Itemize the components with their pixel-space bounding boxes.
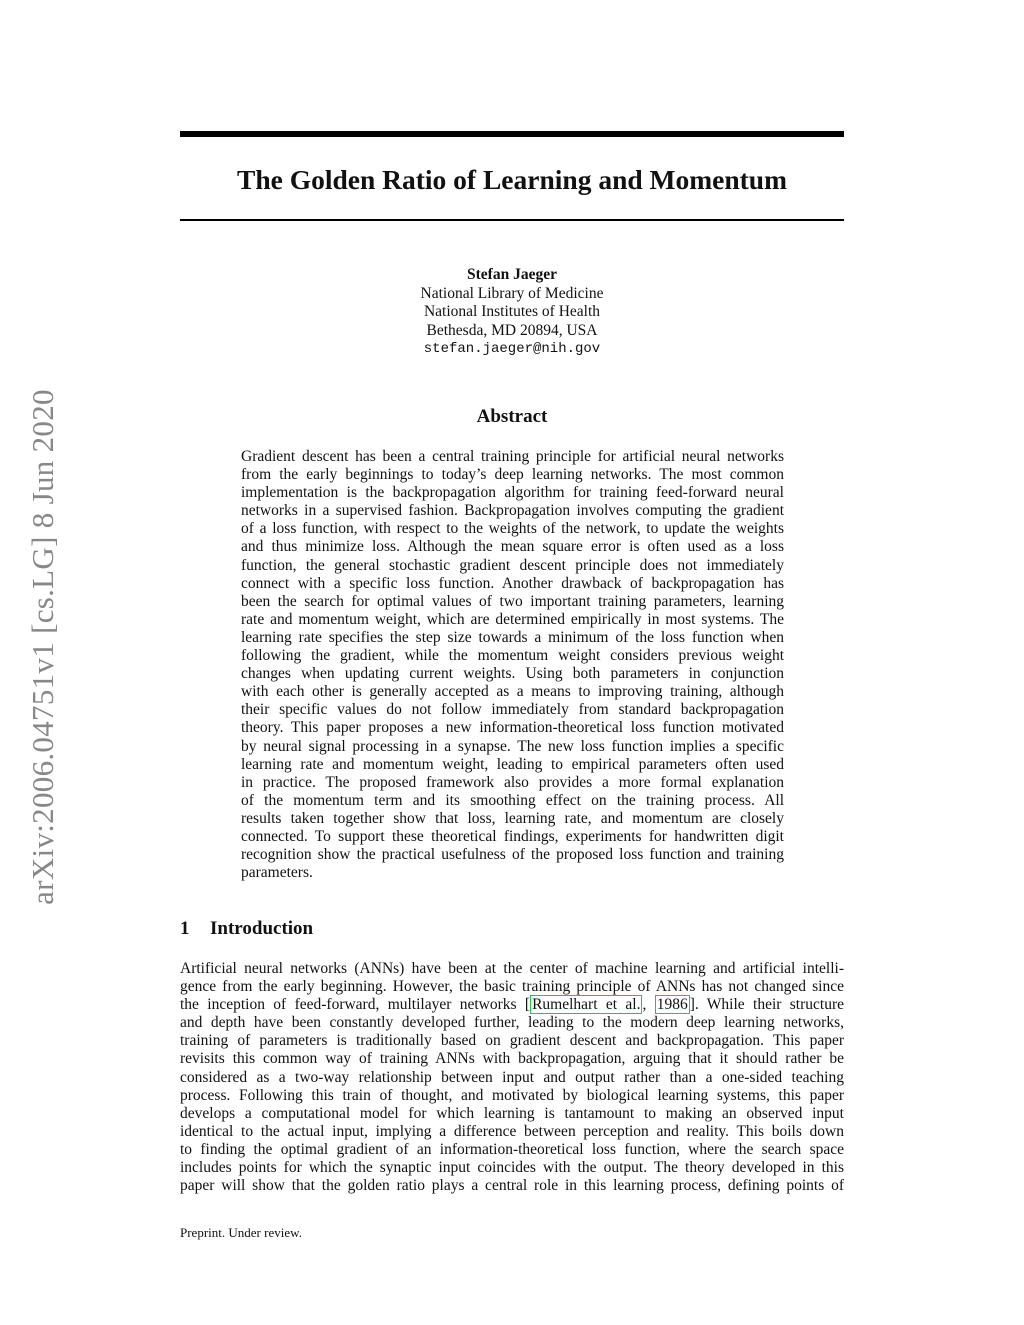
citation-link-author[interactable]: Rumelhart et al. <box>532 996 641 1014</box>
abstract-line: in practice. The proposed framework also provides a more formal explanation <box>241 773 784 791</box>
introduction-line: gence from the early beginning. However, the basic training principle of ANNs has not changed since <box>180 978 844 996</box>
introduction-line-with-citation <box>180 996 844 1014</box>
introduction-line: training of parameters is traditionally based on gradient descent and backpropagation. This paper <box>180 1032 844 1050</box>
footer-note: Preprint. Under review. <box>180 1225 302 1240</box>
abstract-line: rate and momentum weight, which are determined empirically in most systems. The <box>241 610 784 628</box>
abstract-line: recognition show the practical usefulness of the proposed loss function and training <box>241 846 784 864</box>
introduction-line: considered as a two-way relationship between input and output rather than a one-sided teaching <box>180 1068 844 1086</box>
abstract-line: by neural signal processing in a synapse. The new loss function implies a specific <box>241 737 784 755</box>
abstract-line: following the gradient, while the momentum weight considers previous weight <box>241 647 784 665</box>
abstract-line: function, the general stochastic gradient descent principle does not immediately <box>241 556 784 574</box>
citation-line-suffix: ]. While their structure <box>689 996 844 1014</box>
introduction-line: Artificial neural networks (ANNs) have been at the center of machine learning and artificial intelli- <box>180 960 844 977</box>
citation-line-prefix: the inception of feed-forward, multilayer networks [ <box>180 996 531 1014</box>
abstract-line: changes when updating current weights. Using both parameters in conjunction <box>241 665 784 683</box>
abstract-line: theory. This paper proposes a new information-theoretical loss function motivated <box>241 719 784 737</box>
abstract-line: learning rate specifies the step size towards a minimum of the loss function when <box>241 628 784 646</box>
abstract-line: been the search for optimal values of two important training parameters, learning <box>241 592 784 610</box>
introduction-body <box>180 960 844 1195</box>
citation-separator: , <box>642 996 655 1014</box>
introduction-line: revisits this common way of training ANNs with backpropagation, arguing that it should rather be <box>180 1050 844 1068</box>
abstract-line: connected. To support these theoretical findings, experiments for handwritten digit <box>241 827 784 845</box>
abstract-line: with each other is generally accepted as a means to improving training, although <box>241 683 784 701</box>
introduction-line: paper will show that the golden ratio plays a central role in this learning process, defining points of <box>180 1177 844 1195</box>
introduction-line: includes points for which the synaptic input coincides with the output. The theory developed in this <box>180 1159 844 1177</box>
author-email: stefan.jaeger@nih.gov <box>423 341 601 357</box>
abstract-line: and thus minimize loss. Although the mean square error is often used as a loss <box>241 538 784 556</box>
abstract-line: implementation is the backpropagation algorithm for training feed-forward neural <box>241 484 784 502</box>
title-bottom-rule <box>180 219 844 221</box>
paper-title: The Golden Ratio of Learning and Momentum <box>236 164 788 195</box>
abstract-body <box>241 448 784 882</box>
section-heading-introduction <box>180 917 313 941</box>
introduction-line: identical to the actual input, implying a difference between perception and reality. This boils down <box>180 1122 844 1140</box>
abstract-line: connect with a specific loss function. Another drawback of backpropagation has <box>241 574 784 592</box>
citation-link-year[interactable]: 1986 <box>656 996 688 1014</box>
abstract-line: of the momentum term and its smoothing effect on the training process. All <box>241 791 784 809</box>
introduction-line: develops a computational model for which learning is tantamount to making an observed input <box>180 1104 844 1122</box>
author-block <box>180 266 844 359</box>
author-affiliation-line: National Library of Medicine <box>420 284 604 302</box>
author-affiliation-line: Bethesda, MD 20894, USA <box>426 321 598 339</box>
introduction-line: and depth have been constantly developed further, leading to the modern deep learning networks, <box>180 1014 844 1032</box>
abstract-line: parameters. <box>241 864 313 882</box>
author-name: Stefan Jaeger <box>467 266 557 283</box>
section-title: Introduction <box>210 918 314 939</box>
abstract-line: results taken together show that loss, learning rate, and momentum are closely <box>241 809 784 827</box>
abstract-line: from the early beginnings to today’s deep learning networks. The most common <box>241 466 784 484</box>
introduction-line: to finding the optimal gradient of an information-theoretical loss function, where the search space <box>180 1140 844 1158</box>
abstract-line: Gradient descent has been a central training principle for artificial neural networks <box>241 448 784 465</box>
abstract-heading: Abstract <box>476 406 548 427</box>
abstract-line: learning rate and momentum weight, leading to empirical parameters often used <box>241 755 784 773</box>
title-top-rule <box>180 131 844 137</box>
abstract-line: their specific values do not follow immediately from standard backpropagation <box>241 701 784 719</box>
author-affiliation-line: National Institutes of Health <box>423 303 601 320</box>
abstract-line: of a loss function, with respect to the weights of the network, to update the weights <box>241 520 784 538</box>
arxiv-identifier-text: arXiv:2006.04751v1 [cs.LG] 8 Jun 2020 <box>25 389 60 905</box>
abstract-line: networks in a supervised fashion. Backpropagation involves computing the gradient <box>241 502 784 520</box>
section-number: 1 <box>180 918 190 939</box>
introduction-line: process. Following this train of thought, and motivated by biological learning systems, this paper <box>180 1086 844 1104</box>
